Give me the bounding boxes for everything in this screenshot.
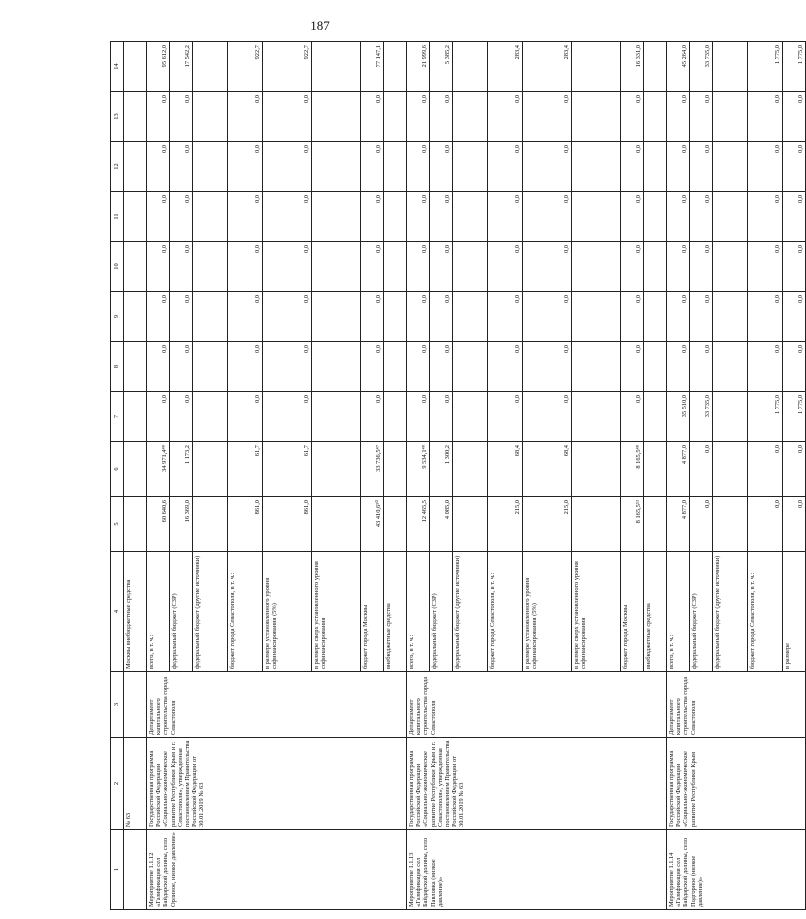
value-cell: 0,0: [147, 242, 170, 292]
continuation-row: [124, 42, 147, 910]
value-cell: 0,0: [430, 292, 453, 342]
value-cell: [644, 42, 667, 92]
value-cell: 0,0: [783, 342, 806, 392]
value-cell: 43 410,6⁵⁰: [361, 497, 384, 552]
value-cell: 0,0: [361, 92, 384, 142]
value-cell: 0,0: [407, 92, 430, 142]
value-cell: [644, 497, 667, 552]
value-cell: 0,0: [523, 342, 572, 392]
value-cell: 0,0: [488, 192, 523, 242]
value-cell: 215,0: [523, 497, 572, 552]
value-cell: 0,0: [228, 342, 263, 392]
value-cell: [644, 442, 667, 497]
value-cell: 0,0: [147, 342, 170, 392]
value-cell: [572, 92, 621, 142]
value-cell: 16 331,0: [621, 42, 644, 92]
program-cell: № 63: [124, 738, 147, 830]
value-cell: [384, 142, 407, 192]
value-cell: [193, 292, 228, 342]
value-cell: [312, 92, 361, 142]
value-cell: 5 385,2: [430, 42, 453, 92]
measure-cell: Мероприятие 1.1.14 «Газификация сел Байдарской долины, село Подгорное (низкое давление)»: [667, 830, 806, 910]
value-cell: 68,4: [488, 442, 523, 497]
value-cell: [453, 392, 488, 442]
value-cell: [453, 442, 488, 497]
value-cell: 0,0: [263, 292, 312, 342]
source-cell: в размере сверх установленного уровня софинансирования: [572, 552, 621, 672]
value-cell: 16 369,0: [170, 497, 193, 552]
value-cell: 0,0: [228, 392, 263, 442]
value-cell: [193, 392, 228, 442]
value-cell: 33 735,0: [690, 42, 713, 92]
value-cell: [312, 342, 361, 392]
value-cell: [713, 42, 748, 92]
source-cell: федеральный бюджет (СЗР): [690, 552, 713, 672]
value-cell: [193, 142, 228, 192]
value-cell: 9 534,1⁴⁸: [407, 442, 430, 497]
value-cell: [193, 442, 228, 497]
value-cell: [312, 42, 361, 92]
value-cell: 60 640,6: [147, 497, 170, 552]
value-cell: 0,0: [147, 392, 170, 442]
value-cell: 0,0: [228, 92, 263, 142]
executor-cell: Департамент капитального строительства города Севастополя: [407, 672, 667, 738]
source-cell: бюджет города Москвы: [621, 552, 644, 672]
value-cell: [572, 497, 621, 552]
value-cell: 0,0: [621, 392, 644, 442]
value-cell: 0,0: [361, 392, 384, 442]
value-cell: 0,0: [170, 142, 193, 192]
value-cell: 21 999,6: [407, 42, 430, 92]
value-cell: 861,0: [228, 497, 263, 552]
value-cell: 0,0: [667, 192, 690, 242]
source-cell: федеральный бюджет (другие источники): [193, 552, 228, 672]
value-cell: 215,0: [488, 497, 523, 552]
source-cell: всего, в т. ч.:: [667, 552, 690, 672]
value-cell: 1 173,2: [170, 442, 193, 497]
value-cell: 0,0: [147, 142, 170, 192]
value-cell: 0,0: [748, 242, 783, 292]
value-cell: 17 542,2: [170, 42, 193, 92]
value-cell: [644, 292, 667, 342]
value-cell: [572, 42, 621, 92]
value-cell: 0,0: [621, 92, 644, 142]
source-cell: в размере установленного уровня софинансирования (5%): [263, 552, 312, 672]
value-cell: 0,0: [407, 242, 430, 292]
value-cell: 0,0: [488, 292, 523, 342]
value-cell: 95 612,0: [147, 42, 170, 92]
value-cell: [453, 497, 488, 552]
value-cell: 0,0: [263, 242, 312, 292]
value-cell: 0,0: [748, 442, 783, 497]
value-cell: 0,0: [667, 342, 690, 392]
value-cell: 0,0: [783, 142, 806, 192]
value-cell: [384, 497, 407, 552]
source-cell: всего, в т. ч.:: [407, 552, 430, 672]
value-cell: 0,0: [690, 142, 713, 192]
value-cell: 0,0: [263, 342, 312, 392]
value-cell: [453, 192, 488, 242]
value-cell: 0,0: [488, 242, 523, 292]
value-cell: 0,0: [690, 192, 713, 242]
program-cell: Государственная программа Российской Федерации «Социально-экономическое развитие Республики Крым и г. Севастополя», утвержденная постановлением Правительства Российской Федерации от 30.01.2019 № 63: [147, 738, 407, 830]
value-cell: [193, 497, 228, 552]
value-cell: [193, 342, 228, 392]
col-number: 7: [111, 392, 124, 442]
value-cell: 0,0: [783, 242, 806, 292]
value-cell: 1 775,0: [783, 42, 806, 92]
source-cell: бюджет города Севастополя, в т. ч.:: [748, 552, 783, 672]
col-number: 11: [111, 192, 124, 242]
executor-cell: [124, 672, 147, 738]
value-cell: 0,0: [407, 392, 430, 442]
value-cell: [384, 92, 407, 142]
column-number-row: [111, 42, 124, 910]
value-cell: 0,0: [263, 392, 312, 442]
value-cell: 0,0: [783, 292, 806, 342]
value-cell: 0,0: [263, 92, 312, 142]
value-cell: 0,0: [667, 242, 690, 292]
value-cell: 0,0: [667, 92, 690, 142]
value-cell: 0,0: [667, 142, 690, 192]
value-cell: 0,0: [748, 342, 783, 392]
source-cell: федеральный бюджет (СЗР): [170, 552, 193, 672]
value-cell: 0,0: [361, 342, 384, 392]
source-cell: бюджет города Москвы: [361, 552, 384, 672]
value-cell: 0,0: [430, 92, 453, 142]
table-row: [147, 42, 170, 910]
col-number: 8: [111, 342, 124, 392]
value-cell: 0,0: [690, 92, 713, 142]
value-cell: [312, 442, 361, 497]
value-cell: 0,0: [621, 142, 644, 192]
col-number: 5: [111, 497, 124, 552]
value-cell: 0,0: [407, 142, 430, 192]
value-cell: [572, 392, 621, 442]
executor-cell: Департамент капитального строительства города Севастополя: [667, 672, 806, 738]
value-cell: 77 147,1: [361, 42, 384, 92]
value-cell: 0,0: [407, 292, 430, 342]
value-cell: 283,4: [488, 42, 523, 92]
value-cell: 1 775,0: [748, 392, 783, 442]
value-cell: 45 264,0: [667, 42, 690, 92]
value-cell: [193, 242, 228, 292]
value-cell: 61,7: [263, 442, 312, 497]
source-cell: федеральный бюджет (другие источники): [453, 552, 488, 672]
value-cell: [384, 42, 407, 92]
value-cell: 922,7: [263, 42, 312, 92]
value-cell: [453, 342, 488, 392]
value-cell: [384, 392, 407, 442]
value-cell: [644, 142, 667, 192]
measure-cell: Мероприятие 1.1.13 «Газификация сел Байдарской долины, село Павловка (низкое давление)»: [407, 830, 667, 910]
value-cell: [572, 292, 621, 342]
value-cell: 0,0: [523, 292, 572, 342]
value-cell: 1 775,0: [748, 42, 783, 92]
col-number: 10: [111, 242, 124, 292]
measure-cell: Мероприятие 1.1.12 «Газификация сел Байдарской долины, село Орлиное, низкое давление»: [147, 830, 407, 910]
value-cell: [453, 242, 488, 292]
value-cell: [384, 442, 407, 497]
col-number: 3: [111, 672, 124, 738]
program-cell: Государственная программа Российской Федерации «Социально-экономическое развитие Республики Крым и г. Севастополя», утвержденная постановлением Правительства Российской Федерации от 30.01.2019 № 63: [407, 738, 667, 830]
value-cell: 0,0: [147, 292, 170, 342]
table-body: [111, 42, 806, 910]
col-number: 13: [111, 92, 124, 142]
value-cell: 861,0: [263, 497, 312, 552]
col-number: 4: [111, 552, 124, 672]
measure-cell: [124, 830, 147, 910]
value-cell: 0,0: [667, 292, 690, 342]
value-cell: 0,0: [430, 192, 453, 242]
value-cell: [644, 242, 667, 292]
value-cell: 0,0: [690, 442, 713, 497]
value-cell: 0,0: [170, 392, 193, 442]
col-number: 14: [111, 42, 124, 92]
value-cell: [644, 392, 667, 442]
value-cell: 0,0: [170, 92, 193, 142]
source-cell: всего, в т. ч.:: [147, 552, 170, 672]
rotated-table-area: [110, 42, 804, 910]
value-cell: [193, 42, 228, 92]
value-cell: [713, 242, 748, 292]
source-cell: Москвы внебюджетные средства: [124, 552, 147, 672]
value-cell: [384, 342, 407, 392]
value-cell: 8 165,5⁵²: [621, 497, 644, 552]
value-cell: [453, 42, 488, 92]
value-cell: 0,0: [228, 292, 263, 342]
source-cell: федеральный бюджет (другие источники): [713, 552, 748, 672]
value-cell: 4 877,0: [667, 497, 690, 552]
value-cell: 922,7: [228, 42, 263, 92]
value-cell: [572, 242, 621, 292]
value-cell: 0,0: [488, 342, 523, 392]
value-cell: [572, 142, 621, 192]
value-cell: 0,0: [523, 142, 572, 192]
value-cell: 1 300,2: [430, 442, 453, 497]
source-cell: в размере: [783, 552, 806, 672]
value-cell: [453, 142, 488, 192]
value-cell: [572, 192, 621, 242]
value-cell: [572, 442, 621, 497]
value-cell: 0,0: [361, 242, 384, 292]
value-cell: 0,0: [748, 497, 783, 552]
table-row: [667, 42, 690, 910]
financing-table: [110, 41, 806, 910]
value-cell: [312, 192, 361, 242]
source-cell: в размере установленного уровня софинансирования (5%): [523, 552, 572, 672]
value-cell: 33 735,0: [690, 392, 713, 442]
value-cell: [713, 342, 748, 392]
value-cell: 0,0: [170, 242, 193, 292]
value-cell: 0,0: [488, 142, 523, 192]
value-cell: 33 736,5⁴⁷: [361, 442, 384, 497]
value-cell: 283,4: [523, 42, 572, 92]
value-cell: [453, 292, 488, 342]
value-cell: 0,0: [263, 142, 312, 192]
value-cell: 0,0: [523, 92, 572, 142]
value-cell: [713, 192, 748, 242]
value-cell: [572, 342, 621, 392]
page-number: 187: [310, 18, 330, 33]
value-cell: 0,0: [783, 192, 806, 242]
value-cell: [384, 242, 407, 292]
value-cell: 34 971,4⁴⁸: [147, 442, 170, 497]
value-cell: 0,0: [228, 242, 263, 292]
col-number: 12: [111, 142, 124, 192]
value-cell: 0,0: [621, 292, 644, 342]
value-cell: 0,0: [430, 142, 453, 192]
value-cell: 0,0: [748, 142, 783, 192]
value-cell: 0,0: [170, 192, 193, 242]
value-cell: 0,0: [147, 192, 170, 242]
value-cell: 0,0: [783, 92, 806, 142]
value-cell: 35 510,0: [667, 392, 690, 442]
source-cell: в размере сверх установленного уровня софинансирования: [312, 552, 361, 672]
value-cell: 0,0: [523, 392, 572, 442]
value-cell: 4 877,0: [667, 442, 690, 497]
col-number: 6: [111, 442, 124, 497]
value-cell: 0,0: [783, 497, 806, 552]
value-cell: 0,0: [263, 192, 312, 242]
value-cell: 0,0: [748, 192, 783, 242]
value-cell: 0,0: [228, 192, 263, 242]
source-cell: внебюджетные средства: [644, 552, 667, 672]
value-cell: [193, 192, 228, 242]
executor-cell: Департамент капитального строительства города Севастополя: [147, 672, 407, 738]
value-cell: [312, 242, 361, 292]
value-cell: 0,0: [783, 442, 806, 497]
value-cell: 0,0: [361, 142, 384, 192]
value-cell: 0,0: [407, 342, 430, 392]
value-cell: 0,0: [748, 92, 783, 142]
value-cell: 8 165,5⁴⁸: [621, 442, 644, 497]
value-cell: [713, 442, 748, 497]
value-cell: 0,0: [170, 292, 193, 342]
value-cell: [713, 292, 748, 342]
source-cell: бюджет города Севастополя, в т. ч.:: [488, 552, 523, 672]
value-cell: 0,0: [523, 192, 572, 242]
value-cell: [713, 392, 748, 442]
value-cell: 0,0: [430, 342, 453, 392]
value-cell: [713, 142, 748, 192]
col-number: 9: [111, 292, 124, 342]
value-cell: [193, 92, 228, 142]
value-cell: [713, 497, 748, 552]
value-cell: 0,0: [523, 242, 572, 292]
table-row: [407, 42, 430, 910]
value-cell: [384, 292, 407, 342]
value-cell: 0,0: [690, 242, 713, 292]
value-cell: [644, 342, 667, 392]
value-cell: 68,4: [523, 442, 572, 497]
value-cell: 0,0: [361, 292, 384, 342]
value-cell: [312, 292, 361, 342]
value-cell: 0,0: [621, 192, 644, 242]
value-cell: 61,7: [228, 442, 263, 497]
value-cell: 0,0: [621, 242, 644, 292]
value-cell: 0,0: [621, 342, 644, 392]
col-number: 1: [111, 830, 124, 910]
value-cell: [312, 497, 361, 552]
rotated-table: [110, 42, 804, 910]
value-cell: 4 085,0: [430, 497, 453, 552]
value-cell: 0,0: [407, 192, 430, 242]
value-cell: 0,0: [748, 292, 783, 342]
value-cell: [312, 142, 361, 192]
value-cell: [384, 192, 407, 242]
value-cell: 0,0: [690, 497, 713, 552]
value-cell: [713, 92, 748, 142]
value-cell: [644, 92, 667, 142]
value-cell: [453, 92, 488, 142]
value-cell: 0,0: [430, 242, 453, 292]
value-cell: 0,0: [361, 192, 384, 242]
value-cell: [312, 392, 361, 442]
value-cell: 0,0: [488, 392, 523, 442]
source-cell: бюджет города Севастополя, в т. ч.:: [228, 552, 263, 672]
value-cell: 0,0: [170, 342, 193, 392]
source-cell: внебюджетные средства: [384, 552, 407, 672]
program-cell: Государственная программа Российской Федерации «Социально-экономическое развитие Республики Крым: [667, 738, 806, 830]
value-cell: 0,0: [147, 92, 170, 142]
value-cell: 0,0: [690, 342, 713, 392]
value-cell: 0,0: [488, 92, 523, 142]
value-cell: 0,0: [430, 392, 453, 442]
col-number: 2: [111, 738, 124, 830]
value-cell: 0,0: [690, 292, 713, 342]
value-cell: 1 775,0: [783, 392, 806, 442]
source-cell: федеральный бюджет (СЗР): [430, 552, 453, 672]
value-cell: [644, 192, 667, 242]
value-cell: 0,0: [228, 142, 263, 192]
value-cell: 12 465,5: [407, 497, 430, 552]
